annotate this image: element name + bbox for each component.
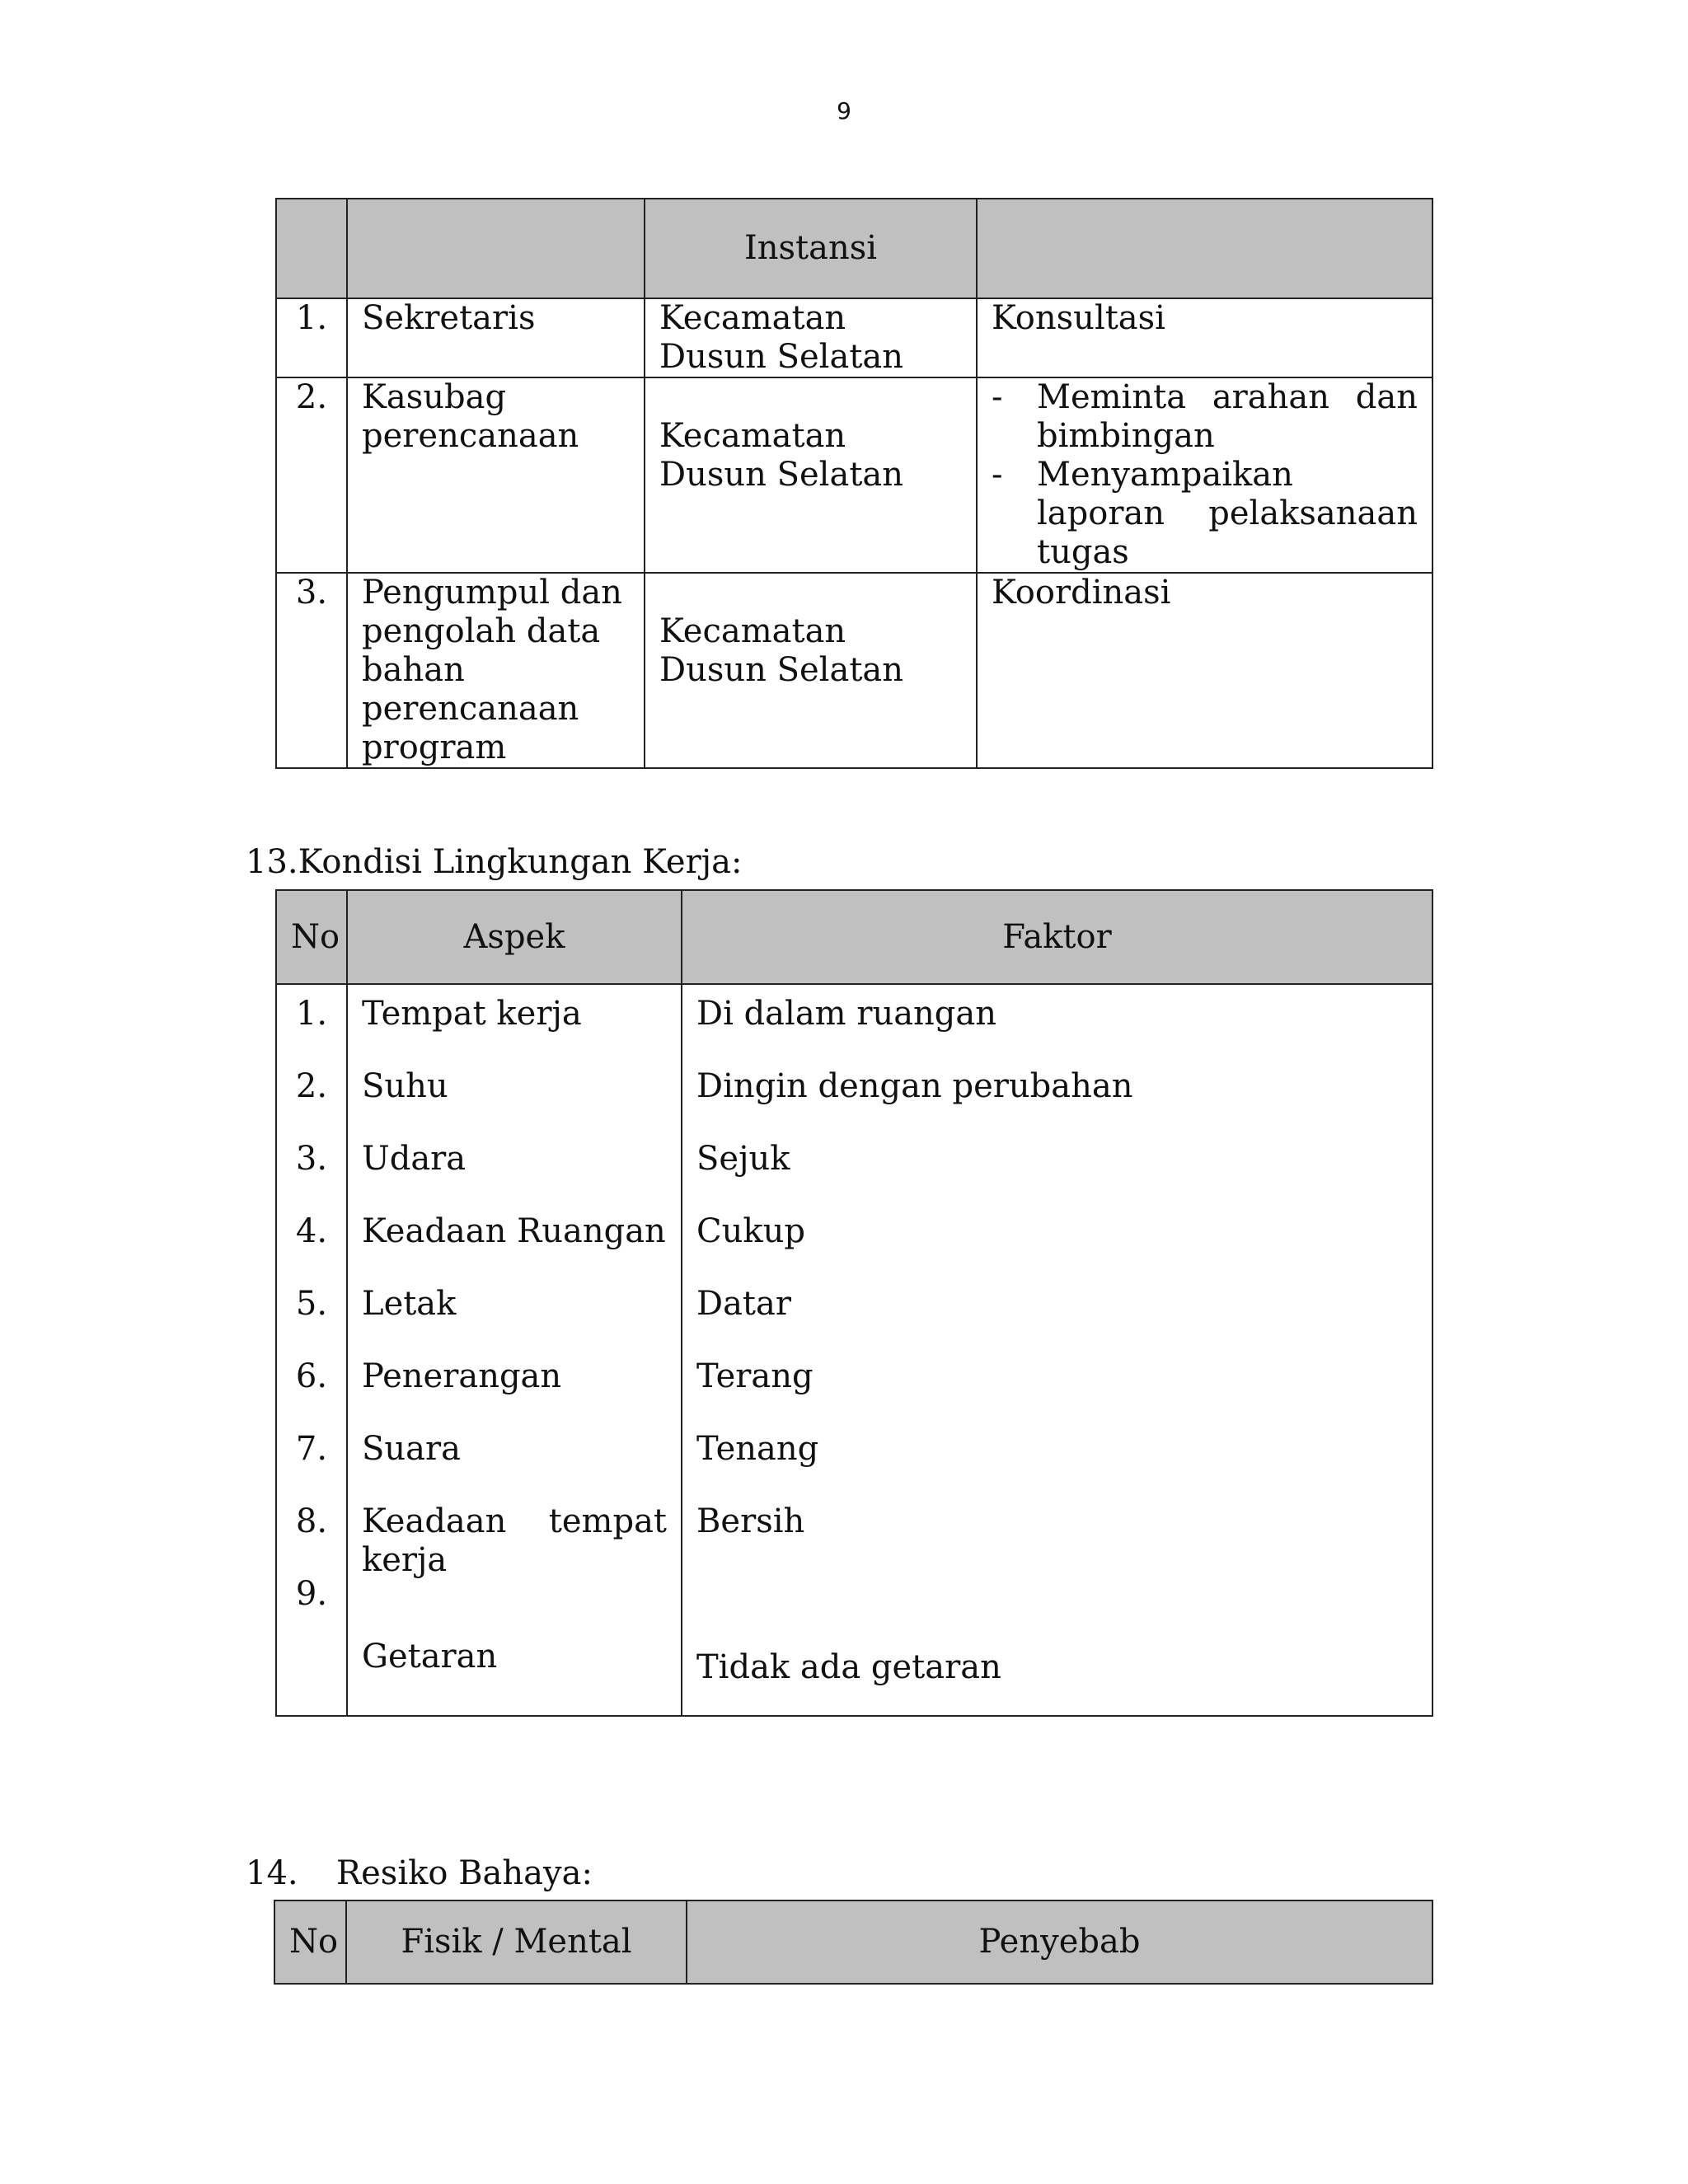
instansi-cell xyxy=(645,573,977,768)
faktor-cell: Tidak ada getaran xyxy=(696,1648,1001,1686)
hal-cell: Konsultasi xyxy=(977,298,1432,377)
table-header-row xyxy=(274,1900,1432,1984)
faktor-column xyxy=(682,984,1432,1716)
section-number: 14. xyxy=(246,1854,298,1892)
list-item: - Meminta arahan dan bimbingan xyxy=(992,378,1418,455)
list-item: - Menyampaikan laporan pelaksanaan tugas xyxy=(992,456,1418,571)
table-header-row xyxy=(276,199,1432,298)
header-penyebab: Penyebab xyxy=(687,1900,1432,1984)
section-number: 13. xyxy=(246,843,298,881)
table-row xyxy=(276,573,1432,768)
header-instansi: Instansi xyxy=(645,199,977,298)
header-blank-jabatan xyxy=(347,199,645,298)
row-number: 2. xyxy=(295,1067,328,1105)
header-blank-hal xyxy=(977,199,1432,298)
header-no: No xyxy=(276,890,347,984)
aspek-cell: Suhu xyxy=(362,1067,448,1105)
aspek-cell: Udara xyxy=(362,1140,467,1178)
row-number: 5. xyxy=(295,1285,328,1323)
faktor-cell: Di dalam ruangan xyxy=(696,995,997,1033)
faktor-cell: Sejuk xyxy=(696,1140,790,1178)
row-number: 3. xyxy=(276,573,347,768)
table-row xyxy=(276,298,1432,377)
aspek-cell: Getaran xyxy=(362,1638,498,1675)
aspek-cell: Keadaan Ruangan xyxy=(362,1212,666,1250)
hal-cell: Koordinasi xyxy=(977,573,1432,768)
faktor-cell: Dingin dengan perubahan xyxy=(696,1067,1133,1105)
page-number: 9 xyxy=(837,97,851,124)
row-number: 8. xyxy=(295,1502,328,1540)
table-row xyxy=(276,377,1432,573)
section-13-heading xyxy=(246,843,742,882)
faktor-cell: Tenang xyxy=(696,1430,819,1468)
row-number: 1. xyxy=(295,995,328,1033)
faktor-cell: Cukup xyxy=(696,1212,805,1250)
aspek-cell: Letak xyxy=(362,1285,457,1323)
table-header-row xyxy=(276,890,1432,984)
hal-cell xyxy=(977,377,1432,573)
instansi-cell xyxy=(645,377,977,573)
list-item-text: Menyampaikan laporan pelaksanaan tugas xyxy=(1037,456,1418,571)
section-title: Resiko Bahaya: xyxy=(336,1854,593,1892)
jabatan-cell: Sekretaris xyxy=(347,298,645,377)
header-no: No xyxy=(274,1900,346,1984)
row-number: 7. xyxy=(295,1430,328,1468)
section-14-heading xyxy=(246,1854,593,1893)
row-number: 2. xyxy=(276,377,347,573)
hal-list xyxy=(992,378,1418,572)
aspek-cell: Tempat kerja xyxy=(362,995,582,1033)
instansi-cell: Kecamatan Dusun Selatan xyxy=(645,298,977,377)
header-blank-no xyxy=(276,199,347,298)
aspek-column xyxy=(347,984,682,1716)
row-number: 9. xyxy=(295,1575,328,1613)
instansi-text: Kecamatan Dusun Selatan xyxy=(659,417,903,494)
jabatan-cell: Pengumpul dan pengolah data bahan perencanaan program xyxy=(347,573,645,768)
faktor-cell: Terang xyxy=(696,1357,814,1395)
faktor-cell: Bersih xyxy=(696,1502,805,1540)
instansi-text: Kecamatan Dusun Selatan xyxy=(659,612,903,689)
row-number: 4. xyxy=(295,1212,328,1250)
table-body xyxy=(276,984,1432,1716)
kondisi-lingkungan-table xyxy=(275,889,1433,1717)
jabatan-cell: Kasubag perencanaan xyxy=(347,377,645,573)
resiko-bahaya-table xyxy=(274,1900,1433,1985)
row-number: 3. xyxy=(295,1140,328,1178)
faktor-cell: Datar xyxy=(696,1285,791,1323)
aspek-cell: Suara xyxy=(362,1430,461,1468)
list-item-text: Meminta arahan dan bimbingan xyxy=(1037,378,1418,455)
no-column xyxy=(276,984,347,1716)
row-number: 1. xyxy=(276,298,347,377)
header-aspek: Aspek xyxy=(347,890,682,984)
row-number: 6. xyxy=(295,1357,328,1395)
section-title: Kondisi Lingkungan Kerja: xyxy=(298,843,743,881)
hubungan-kerja-table xyxy=(275,198,1433,769)
header-faktor: Faktor xyxy=(682,890,1432,984)
header-fisik-mental: Fisik / Mental xyxy=(346,1900,687,1984)
aspek-cell: Penerangan xyxy=(362,1357,562,1395)
aspek-cell: Keadaan tempat kerja xyxy=(362,1502,667,1579)
